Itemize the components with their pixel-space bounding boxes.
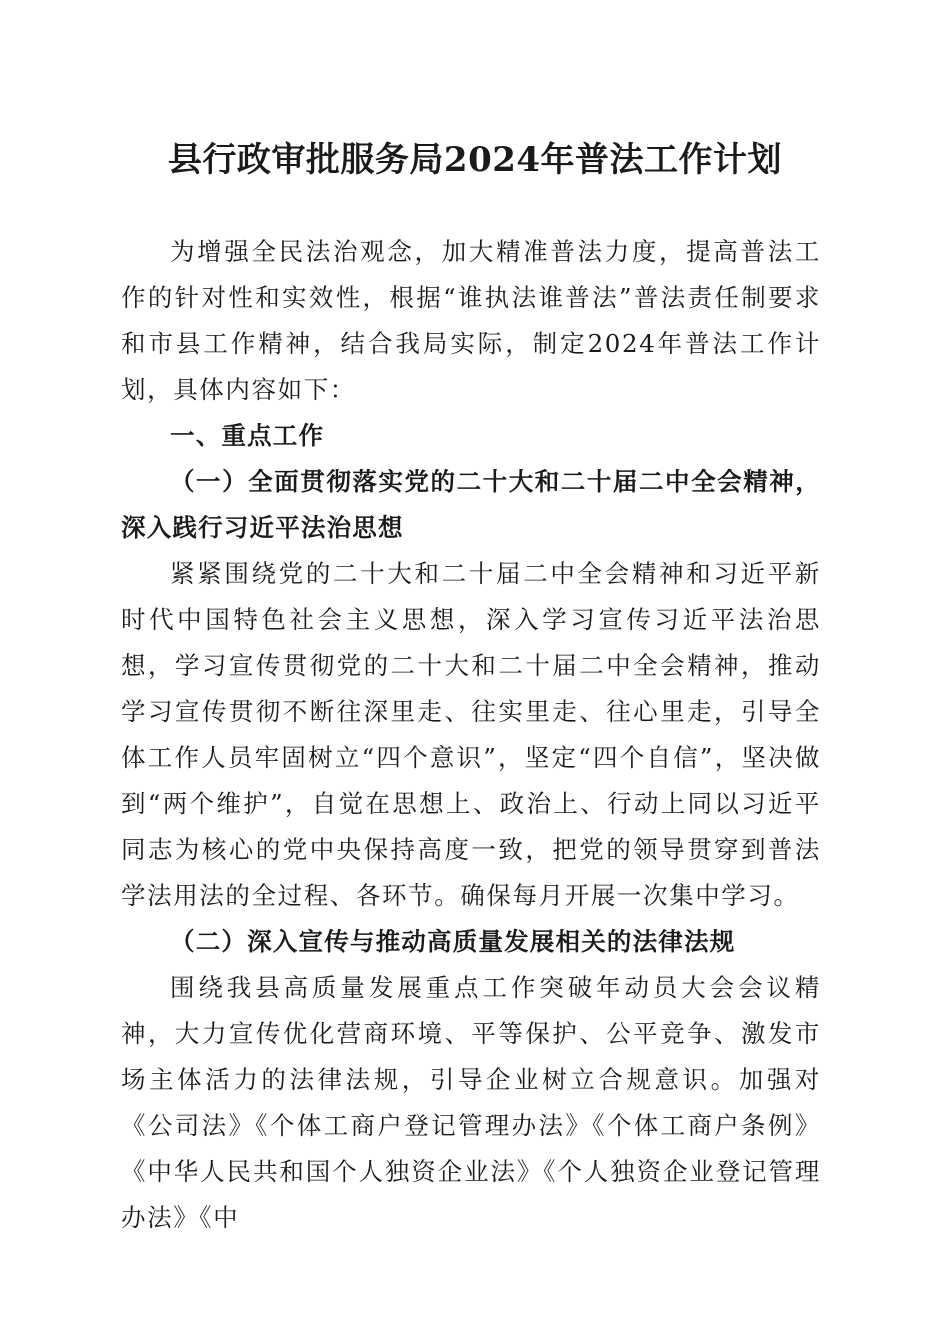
document-title: 县行政审批服务局2024年普法工作计划 (167, 140, 783, 180)
subsection-heading-1: （一）全面贯彻落实党的二十大和二十届二中全会精神，深入践行习近平法治思想 (121, 467, 821, 542)
section-heading-key-work: 一、重点工作 (170, 421, 325, 450)
document-body (121, 229, 821, 1241)
subsection-1-paragraph: 紧紧围绕党的二十大和二十届二中全会精神和习近平新时代中国特色社会主义思想，深入学习宣传习近平法治思想，学习宣传贯彻党的二十大和二十届二中全会精神，推动学习宣传贯彻不断往深里走、往实里走、往心里走，引导全体工作人员牢固树立“四个意识”，坚定“四个自信”，坚决做到“两个维护”，自觉在思想上、政治上、行动上同以习近平同志为核心的党中央保持高度一致，把党的领导贯穿到普法学法用法的全过程、各环节。确保每月开展一次集中学习。 (121, 559, 821, 910)
subsection-heading-2: （二）深入宣传与推动高质量发展相关的法律法规 (170, 927, 736, 956)
intro-paragraph: 为增强全民法治观念，加大精准普法力度，提高普法工作的针对性和实效性，根据“谁执法谁普法”普法责任制要求和市县工作精神，结合我局实际，制定2024年普法工作计划，具体内容如下： (121, 237, 821, 404)
subsection-2-paragraph: 围绕我县高质量发展重点工作突破年动员大会会议精神，大力宣传优化营商环境、平等保护、公平竞争、激发市场主体活力的法律法规，引导企业树立合规意识。加强对《公司法》《个体工商户登记管理办法》《个体工商户条例》《中华人民共和国个人独资企业法》《个人独资企业登记管理办法》《中 (121, 973, 821, 1232)
